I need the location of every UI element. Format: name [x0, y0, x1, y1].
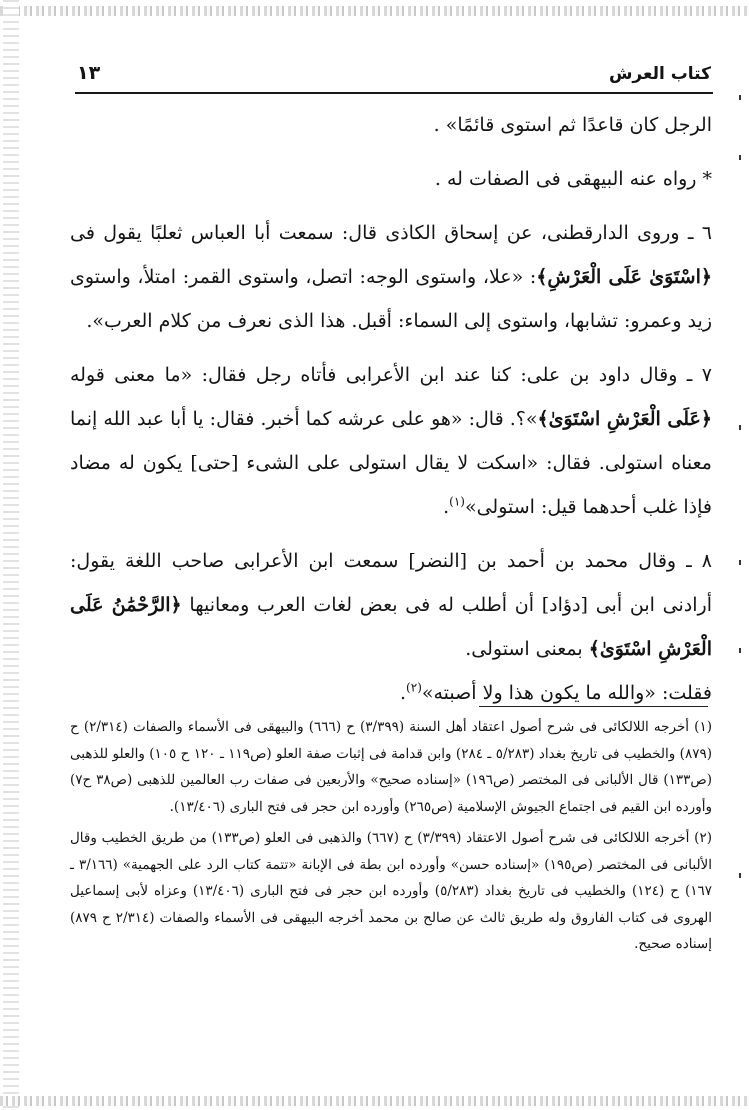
paragraph-6-text: ٦ ـ وروى الدارقطنى، عن إسحاق الكاذى قال: سمعت أبا العباس ثعلبًا يقول فى	[70, 222, 712, 244]
paragraph-7-text: ٧ ـ وقال داود بن على: كنا عند ابن الأعرابى فأتاه رجل فقال: «ما معنى قوله	[70, 364, 712, 386]
paragraph-6	[70, 211, 712, 343]
paragraph-7-text-end: »؟. قال: «هو على عرشه كما أخبر. فقال: يا أبا عبد الله إنما معناه استولى. فقال: «اسكت لا يقال استولى على الشىء [حتى] يكون له مضاد فإذا غلب أحدهما قيل: استولى»	[70, 408, 712, 518]
footnote-separator	[479, 706, 708, 707]
paragraph-7	[70, 353, 712, 529]
edge-mark	[739, 155, 741, 160]
paragraph-6-text-end: : «علا، واستوى الوجه: اتصل، واستوى القمر: امتلأ، واستوى زيد وعمرو: تشابها، واستوى إلى السماء: أقبل. هذا الذى نعرف من كلام العرب».	[70, 266, 712, 332]
page-number: ١٣	[77, 62, 101, 84]
footnotes	[70, 714, 712, 958]
left-border-ornament	[3, 0, 19, 1110]
edge-mark	[739, 873, 741, 878]
edge-mark	[739, 648, 741, 653]
paragraph-1: الرجل كان قاعدًا ثم استوى قائمًا» .	[433, 114, 712, 136]
paragraph-8-text: ٨ ـ وقال محمد بن أحمد بن [النضر] سمعت ابن الأعرابى صاحب اللغة يقول: أرادنى ابن أبى [دؤاد] أن أطلب له فى بعض لغات العرب ومعانيها	[70, 550, 712, 616]
footnote-ref-2[interactable]: (٢)	[406, 680, 422, 695]
paragraph-2: * رواه عنه البيهقى فى الصفات له .	[434, 168, 712, 190]
quran-verse: ﴿اسْتَوَىٰ عَلَى الْعَرْشِ﴾	[536, 266, 712, 288]
running-title: كتاب العرش	[608, 64, 711, 84]
edge-mark	[739, 95, 741, 100]
footnote-ref-1[interactable]: (١)	[449, 494, 465, 509]
paragraph-8-period: .	[400, 682, 407, 704]
paragraph-8-continuation	[70, 671, 712, 715]
paragraph-8-quote: فقلت: «والله ما يكون هذا ولا أصبته»	[421, 682, 712, 704]
footnote-1: (١) أخرجه اللالكائى فى شرح أصول اعتقاد أهل السنة (٣/٣٩٩) ح (٦٦٦) والبيهقى فى الأسماء والصفات (٢/٣١٤) ح (٨٧٩) والخطيب فى تاريخ بغداد (٥/٢٨٣ ـ ٢٨٤) وابن قدامة فى إثبات صفة العلو (ص١١٩ ـ ١٢٠ ح ١٠٥) والعلو للذهبى (ص١٣٣) قال الألبانى فى المختصر (ص١٩٦) «إسناده صحيح» والأربعين فى صفات رب العالمين للذهبى (ص٣٨ ح٧) وأورده ابن القيم فى اجتماع الجيوش الإسلامية (ص٢٦٥) وأورده ابن حجر فى فتح البارى (١٣/٤٠٦).	[70, 719, 712, 815]
edge-mark	[739, 425, 741, 430]
paragraph-8-text-end: بمعنى استولى.	[465, 638, 589, 660]
scan-edge-marks	[733, 0, 747, 1110]
paragraph-7-period: .	[443, 496, 450, 518]
top-border-ornament	[0, 6, 749, 16]
quran-verse: ﴿عَلَى الْعَرْشِ اسْتَوَىٰ﴾	[537, 408, 712, 430]
page-header	[75, 60, 713, 94]
main-text	[70, 103, 712, 715]
edge-mark	[739, 560, 741, 565]
quran-verse: ﴿الرَّحْمَٰنُ عَلَى الْعَرْشِ اسْتَوَىٰ﴾	[70, 594, 712, 660]
paragraph-8	[70, 539, 712, 671]
bottom-border-ornament	[0, 1096, 749, 1106]
footnote-2: (٢) أخرجه اللالكائى فى شرح أصول الاعتقاد (٣/٣٩٩) ح (٦٦٧) والذهبى فى العلو (ص١٣٣) من طريق الخطيب وقال الألبانى فى المختصر (ص١٩٥) «إسناده حسن» وأورده ابن بطة فى الإبانة «تتمة كتاب الرد على الجهمية» (٣/١٦٦ ـ ١٦٧) ح (١٢٤) والخطيب فى تاريخ بغداد (٥/٢٨٣) وأورده ابن حجر فى فتح البارى (١٣/٤٠٦) وعزاه لأبى إسماعيل الهروى فى كتاب الفاروق وله طريق ثالث عن صالح بن محمد أخرجه البيهقى فى الأسماء والصفات (٢/٣١٤ ح ٨٧٩) إسناده صحيح.	[70, 830, 713, 952]
